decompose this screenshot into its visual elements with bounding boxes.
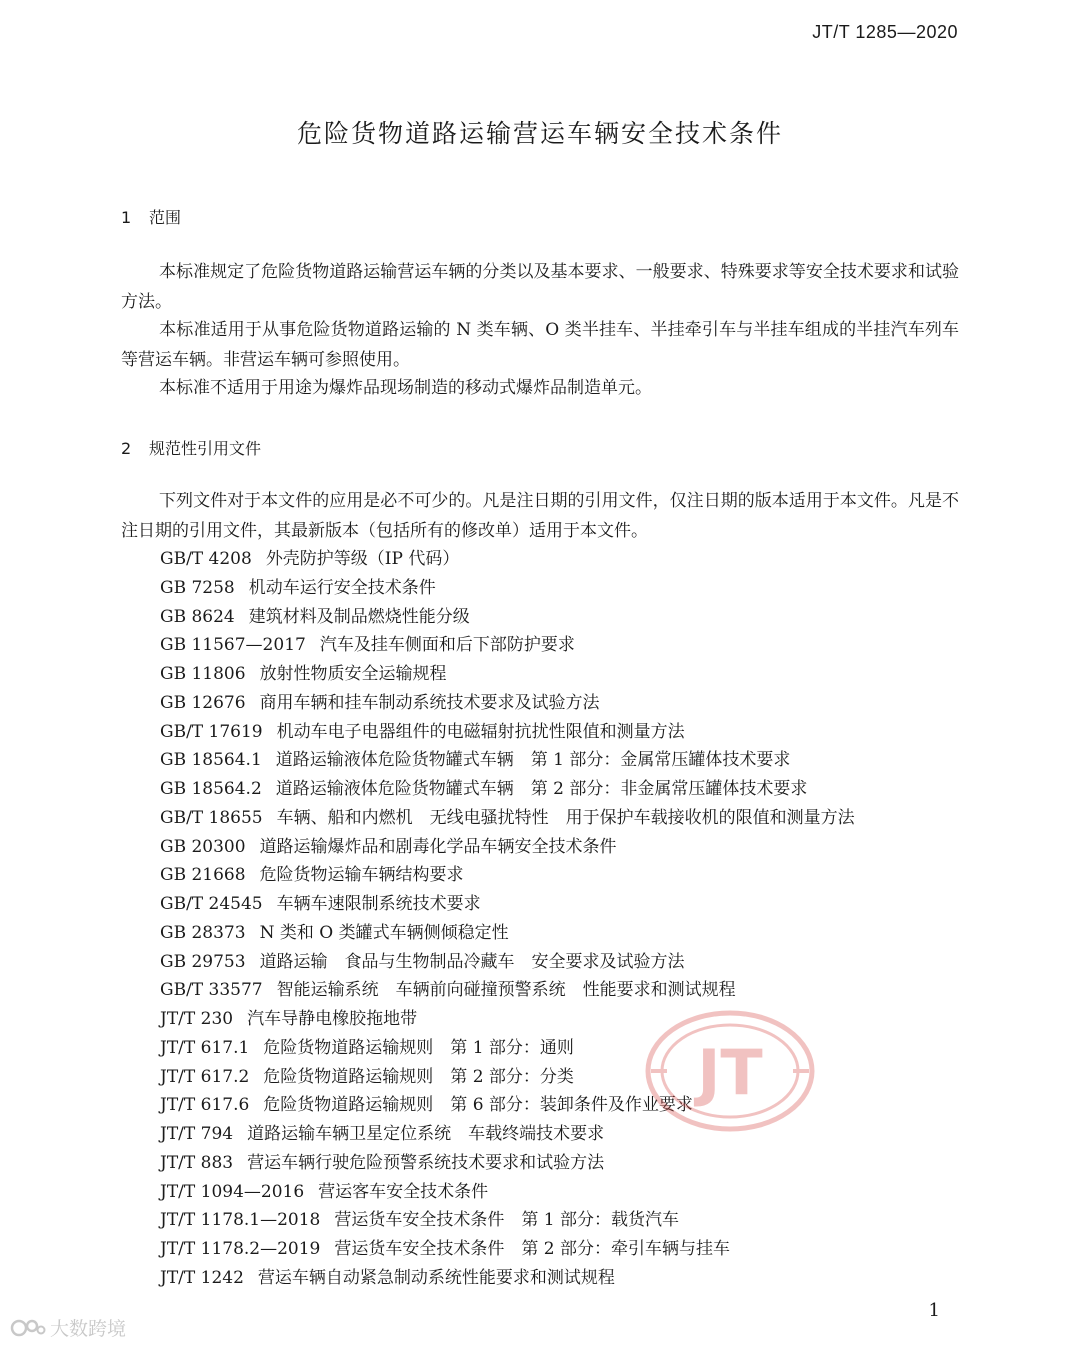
reference-item [160, 976, 960, 1005]
paragraph [121, 258, 959, 317]
reference-code: JT/T 617.1 [160, 1037, 250, 1058]
reference-item [160, 804, 960, 833]
reference-item [160, 603, 960, 632]
reference-item [160, 574, 960, 603]
reference-title: 商用车辆和挂车制动系统技术要求及试验方法 [259, 692, 600, 713]
reference-code: GB/T 33577 [160, 980, 263, 1001]
paragraph [121, 316, 959, 375]
reference-title: 智能运输系统 车辆前向碰撞预警系统 性能要求和测试规程 [276, 980, 736, 1001]
reference-title: 营运车辆行驶危险预警系统技术要求和试验方法 [247, 1152, 605, 1173]
reference-title: 建筑材料及制品燃烧性能分级 [248, 606, 470, 627]
section-title: 规范性引用文件 [149, 439, 262, 458]
reference-title: 道路运输液体危险货物罐式车辆 第 2 部分：非金属常压罐体技术要求 [275, 779, 808, 799]
reference-code: GB 21668 [160, 865, 246, 886]
reference-code: JT/T 1178.1—2018 [160, 1210, 321, 1231]
reference-title: 危险货物道路运输规则 第 2 部分：分类 [263, 1066, 574, 1087]
reference-title: 外壳防护等级（IP 代码） [265, 549, 460, 569]
reference-item [160, 890, 960, 919]
reference-title: 道路运输液体危险货物罐式车辆 第 1 部分：金属常压罐体技术要求 [275, 750, 791, 771]
paragraph-text: 本标准不适用于用途为爆炸品现场制造的移动式爆炸品制造单元。 [159, 378, 652, 398]
reference-title: 道路运输 食品与生物制品冷藏车 安全要求及试验方法 [259, 951, 685, 972]
reference-title: N 类和 O 类罐式车辆侧倾稳定性 [259, 922, 509, 943]
watermark [10, 1314, 126, 1341]
reference-item [160, 833, 960, 862]
logo-icon [10, 1316, 46, 1340]
reference-code: JT/T 1242 [160, 1267, 244, 1288]
reference-code: JT/T 617.2 [160, 1066, 250, 1087]
reference-code: GB 11806 [160, 664, 246, 684]
reference-code: GB/T 17619 [160, 721, 263, 742]
paragraph-text: 本标准适用于从事危险货物道路运输的 N 类车辆、O 类半挂车、半挂牵引车与半挂车组成的半挂汽车列车等营运车辆。非营运车辆可参照使用。 [121, 320, 959, 370]
reference-item [160, 1206, 960, 1235]
reference-code: GB/T 24545 [160, 894, 263, 914]
reference-title: 放射性物质安全运输规程 [259, 664, 447, 684]
reference-title: 营运货车安全技术条件 第 2 部分：牵引车辆与挂车 [334, 1239, 730, 1259]
page-number: 1 [928, 1300, 940, 1321]
reference-item [160, 1264, 960, 1293]
reference-item [160, 1063, 960, 1092]
reference-item [160, 545, 960, 574]
stamp-text: JT [697, 1036, 763, 1109]
reference-title: 营运客车安全技术条件 [318, 1181, 489, 1202]
reference-item [160, 919, 960, 948]
reference-code: GB 11567—2017 [160, 635, 306, 656]
section-number: 2 [121, 439, 132, 458]
reference-item [160, 948, 960, 977]
reference-item [160, 746, 960, 775]
paragraph-text: 本标准规定了危险货物道路运输营运车辆的分类以及基本要求、一般要求、特殊要求等安全技术要求和试验方法。 [121, 262, 959, 312]
reference-title: 道路运输爆炸品和剧毒化学品车辆安全技术条件 [259, 836, 617, 857]
reference-code: JT/T 230 [160, 1009, 234, 1029]
reference-code: GB 20300 [160, 836, 246, 857]
reference-item [160, 861, 960, 890]
paragraph [121, 487, 959, 546]
reference-item [160, 689, 960, 718]
reference-item [160, 1034, 960, 1063]
reference-code: GB 8624 [160, 606, 235, 627]
reference-item [160, 1235, 960, 1264]
reference-code: JT/T 1094—2016 [160, 1181, 305, 1202]
reference-code: GB 28373 [160, 922, 246, 943]
document-title: 危险货物道路运输营运车辆安全技术条件 [296, 119, 783, 148]
reference-title: 车辆车速限制系统技术要求 [276, 894, 481, 914]
reference-item [160, 1005, 960, 1034]
paragraph [121, 374, 959, 404]
reference-item [160, 1149, 960, 1178]
reference-item [160, 1120, 960, 1149]
reference-title: 营运货车安全技术条件 第 1 部分：载货汽车 [334, 1210, 679, 1231]
reference-code: GB 12676 [160, 692, 246, 713]
reference-title: 车辆、船和内燃机 无线电骚扰特性 用于保护车载接收机的限值和测量方法 [276, 807, 855, 828]
section-1-heading [121, 205, 181, 228]
watermark-text: 大数跨境 [50, 1318, 127, 1340]
reference-list [160, 545, 960, 1293]
reference-code: JT/T 617.6 [160, 1095, 250, 1116]
jt-stamp-logo [645, 1010, 815, 1132]
reference-item [160, 1091, 960, 1120]
reference-item [160, 660, 960, 689]
section-title: 范围 [149, 208, 182, 227]
reference-item [160, 775, 960, 804]
standard-number: JT/T 1285—2020 [812, 22, 958, 42]
reference-item [160, 631, 960, 660]
reference-title: 机动车电子电器组件的电磁辐射抗扰性限值和测量方法 [276, 721, 685, 742]
reference-code: GB/T 18655 [160, 807, 263, 828]
reference-code: JT/T 794 [160, 1124, 234, 1144]
reference-title: 道路运输车辆卫星定位系统 车载终端技术要求 [247, 1124, 605, 1144]
reference-code: JT/T 1178.2—2019 [160, 1239, 321, 1259]
section-2-heading [121, 436, 261, 459]
reference-code: GB 7258 [160, 577, 235, 598]
reference-item [160, 718, 960, 747]
reference-code: GB/T 4208 [160, 549, 252, 569]
reference-title: 汽车导静电橡胶拖地带 [247, 1009, 418, 1029]
paragraph-text: 下列文件对于本文件的应用是必不可少的。凡是注日期的引用文件，仅注日期的版本适用于本文件。凡是不注日期的引用文件，其最新版本（包括所有的修改单）适用于本文件。 [121, 491, 959, 541]
reference-code: GB 18564.2 [160, 779, 262, 799]
reference-title: 危险货物道路运输规则 第 1 部分：通则 [263, 1037, 574, 1058]
reference-title: 危险货物运输车辆结构要求 [259, 865, 464, 886]
reference-title: 机动车运行安全技术条件 [248, 577, 436, 598]
reference-code: GB 18564.1 [160, 750, 262, 771]
reference-code: JT/T 883 [160, 1152, 234, 1173]
reference-item [160, 1178, 960, 1207]
reference-code: GB 29753 [160, 951, 246, 972]
reference-title: 汽车及挂车侧面和后下部防护要求 [319, 635, 575, 656]
reference-title: 营运车辆自动紧急制动系统性能要求和测试规程 [257, 1267, 615, 1288]
section-number: 1 [121, 208, 132, 227]
reference-title: 危险货物道路运输规则 第 6 部分：装卸条件及作业要求 [263, 1095, 693, 1116]
